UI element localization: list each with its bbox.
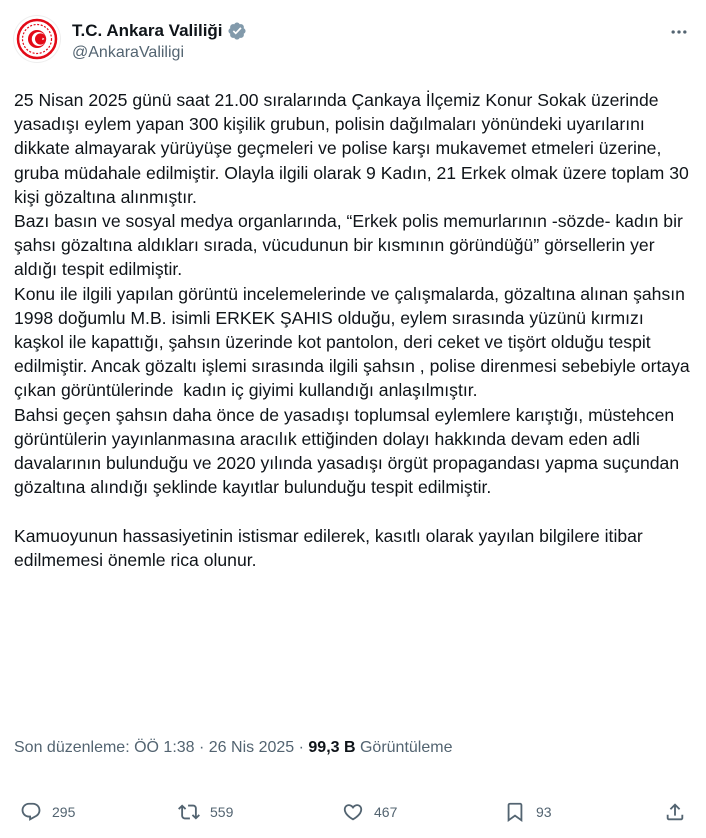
repost-button[interactable] bbox=[178, 796, 233, 828]
like-count: 467 bbox=[374, 804, 398, 820]
views-label: Görüntüleme bbox=[355, 739, 453, 756]
like-button[interactable] bbox=[342, 796, 397, 828]
ankara-valiligi-logo-icon bbox=[14, 16, 60, 62]
avatar[interactable] bbox=[14, 16, 60, 62]
account-names bbox=[72, 21, 247, 62]
tweet-header bbox=[14, 14, 692, 70]
display-name[interactable]: T.C. Ankara Valiliği bbox=[72, 21, 223, 40]
bookmark-count: 93 bbox=[536, 804, 552, 820]
verified-badge-icon[interactable] bbox=[227, 21, 247, 41]
action-bar bbox=[14, 796, 692, 828]
edited-timestamp[interactable]: Son düzenleme: ÖÖ 1:38 · 26 Nis 2025 · bbox=[14, 739, 309, 756]
bookmark-icon bbox=[504, 801, 526, 823]
share-button[interactable] bbox=[664, 796, 686, 828]
more-options-button[interactable] bbox=[668, 22, 690, 42]
more-dots-icon bbox=[668, 22, 690, 42]
views-count[interactable]: 99,3 B bbox=[308, 739, 356, 756]
share-icon bbox=[664, 801, 686, 823]
tweet-text: 25 Nisan 2025 günü saat 21.00 sıralarında Çankaya İlçemiz Konur Sokak üzerinde yasadışı eylem yapan 300 kişilik grubun, polisin dağılmaları yönündeki uyarılarını dikkate almayarak yürüyüşe geçmeleri ve polise karşı mukavemet etmeleri üzerine, gruba müdahale edilmiştir. Olayla ilgili olarak 9 Kadın, 21 Erkek olmak üzere toplam 30 kişi gözaltına alınmıştır. Bazı basın ve sosyal medya organlarında, “Erkek polis memurlarının -sözde- kadın bir şahsı gözaltına aldıkları sırada, vücudunun bir kısmının göründüğü” görsellerin yer aldığı tespit edilmiştir. Konu ile ilgili yapılan görüntü incelemelerinde ve çalışmalarda, gözaltına alınan şahsın 1998 doğumlu M.B. isimli ERKEK ŞAHIS olduğu, eylem sırasında yüzünü kırmızı kaşkol ile kapattığı, şahsın üzerinde kot pantolon, deri ceket ve tişört olduğu tespit edilmiştir. Ancak gözaltı işlemi sırasında ilgili şahsın , polise direnmesi sebebiyle ortaya çıkan görüntülerinde kadın iç giyimi kullandığı anlaşılmıştır. Bahsi geçen şahsın daha önce de yasadışı toplumsal eylemlere karıştığı, müstehcen görüntülerin yayınlanmasına aracılık ettiğinden dolayı hakkında devam eden adli davalarının bulunduğu ve 2020 yılında yasadışı örgüt propagandası yapma suçundan gözaltına alındığı şeklinde kayıtlar bulunduğu tespit edilmiştir. Kamuoyunun hassasiyetinin istismar edilerek, kasıtlı olarak yayılan bilgilere itibar edilmemesi önemle rica olunur. bbox=[14, 90, 690, 570]
reply-button[interactable] bbox=[20, 796, 75, 828]
reply-count: 295 bbox=[52, 804, 76, 820]
repost-count: 559 bbox=[210, 804, 234, 820]
bookmark-button[interactable] bbox=[504, 796, 552, 828]
repost-icon bbox=[178, 801, 200, 823]
tweet-meta bbox=[14, 739, 452, 757]
heart-icon bbox=[342, 801, 364, 823]
handle[interactable]: @AnkaraValiligi bbox=[72, 44, 184, 61]
reply-icon bbox=[20, 801, 42, 823]
